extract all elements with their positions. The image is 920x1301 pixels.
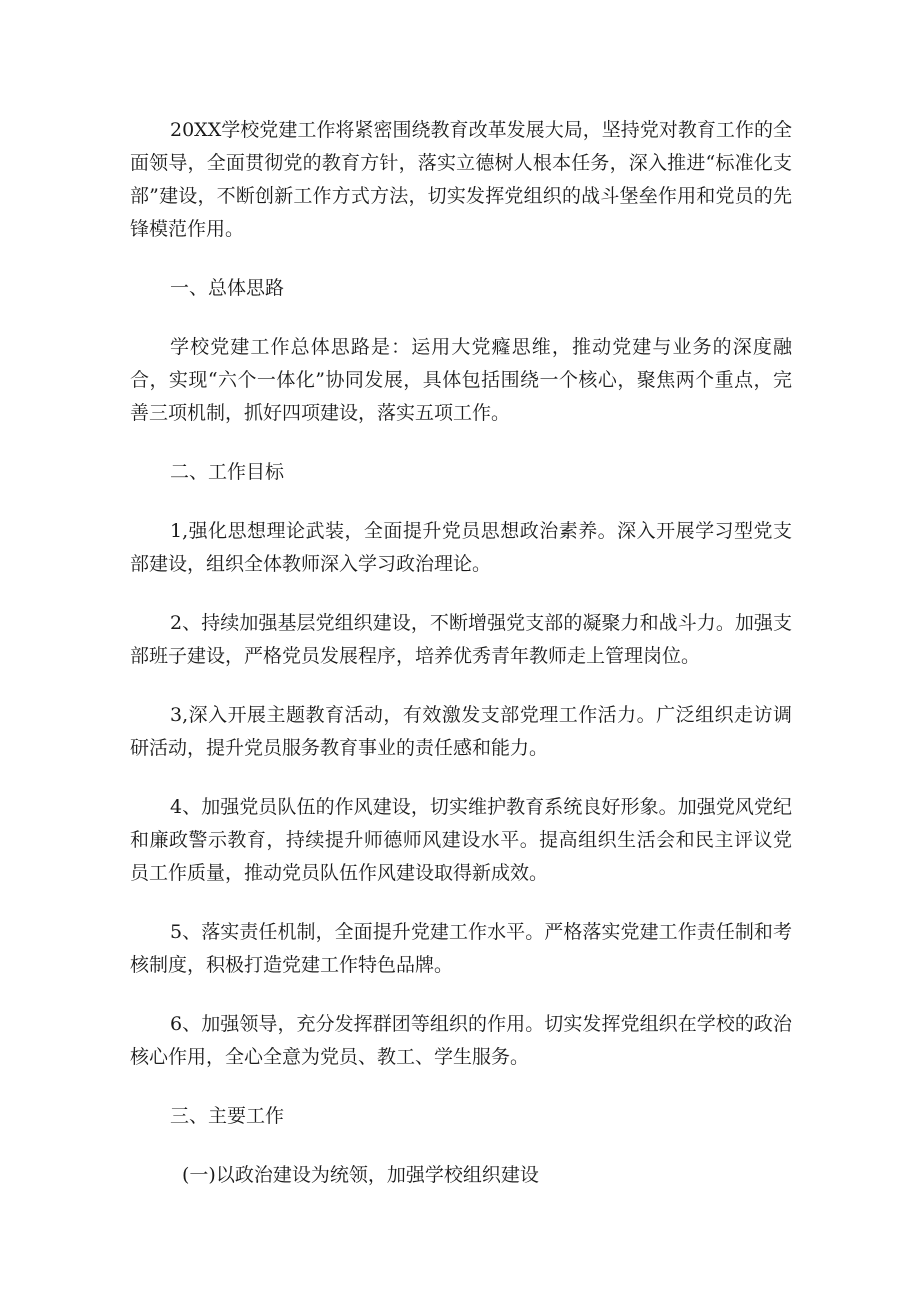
subsection-heading-political-building: (一)以政治建设为统领，加强学校组织建设 xyxy=(182,1164,539,1186)
section-heading-work-goals: 二、工作目标 xyxy=(170,461,285,483)
goal-item-5: 5、落实责任机制，全面提升党建工作水平。严格落实党建工作责任制和考核制度，积极打造党建工作特色品牌。 xyxy=(130,921,792,976)
section-heading-overall-approach: 一、总体思路 xyxy=(170,277,285,299)
document-body xyxy=(130,114,792,1192)
section-heading-main-work: 三、主要工作 xyxy=(170,1105,285,1127)
goal-item-4: 4、加强党员队伍的作风建设，切实维护教育系统良好形象。加强党风党纪和廉政警示教育，持续提升师德师风建设水平。提高组织生活会和民主评议党员工作质量，推动党员队伍作风建设取得新成效。 xyxy=(130,796,792,884)
goal-item-2: 2、持续加强基层党组织建设，不断增强党支部的凝聚力和战斗力。加强支部班子建设，严格党员发展程序，培养优秀青年教师走上管理岗位。 xyxy=(130,612,792,667)
goal-item-6: 6、加强领导，充分发挥群团等组织的作用。切实发挥党组织在学校的政治核心作用，全心全意为党员、教工、学生服务。 xyxy=(130,1013,792,1068)
goal-item-1: 1,强化思想理论武装，全面提升党员思想政治素养。深入开展学习型党支部建设，组织全体教师深入学习政治理论。 xyxy=(130,520,792,575)
goal-item-3: 3,深入开展主题教育活动，有效激发支部党理工作活力。广泛组织走访调研活动，提升党员服务教育事业的责任感和能力。 xyxy=(130,704,792,759)
intro-paragraph: 20XX学校党建工作将紧密围绕教育改革发展大局，坚持党对教育工作的全面领导，全面贯彻党的教育方针，落实立德树人根本任务，深入推进“标准化支部”建设，不断创新工作方式方法，切实发挥党组织的战斗堡垒作用和党员的先锋模范作用。 xyxy=(130,119,792,240)
overall-approach-paragraph: 学校党建工作总体思路是：运用大党癃思维，推动党建与业务的深度融合，实现“六个一体化”协同发展，具体包括围绕一个核心，聚焦两个重点，完善三项机制，抓好四项建设，落实五项工作。 xyxy=(130,336,792,424)
